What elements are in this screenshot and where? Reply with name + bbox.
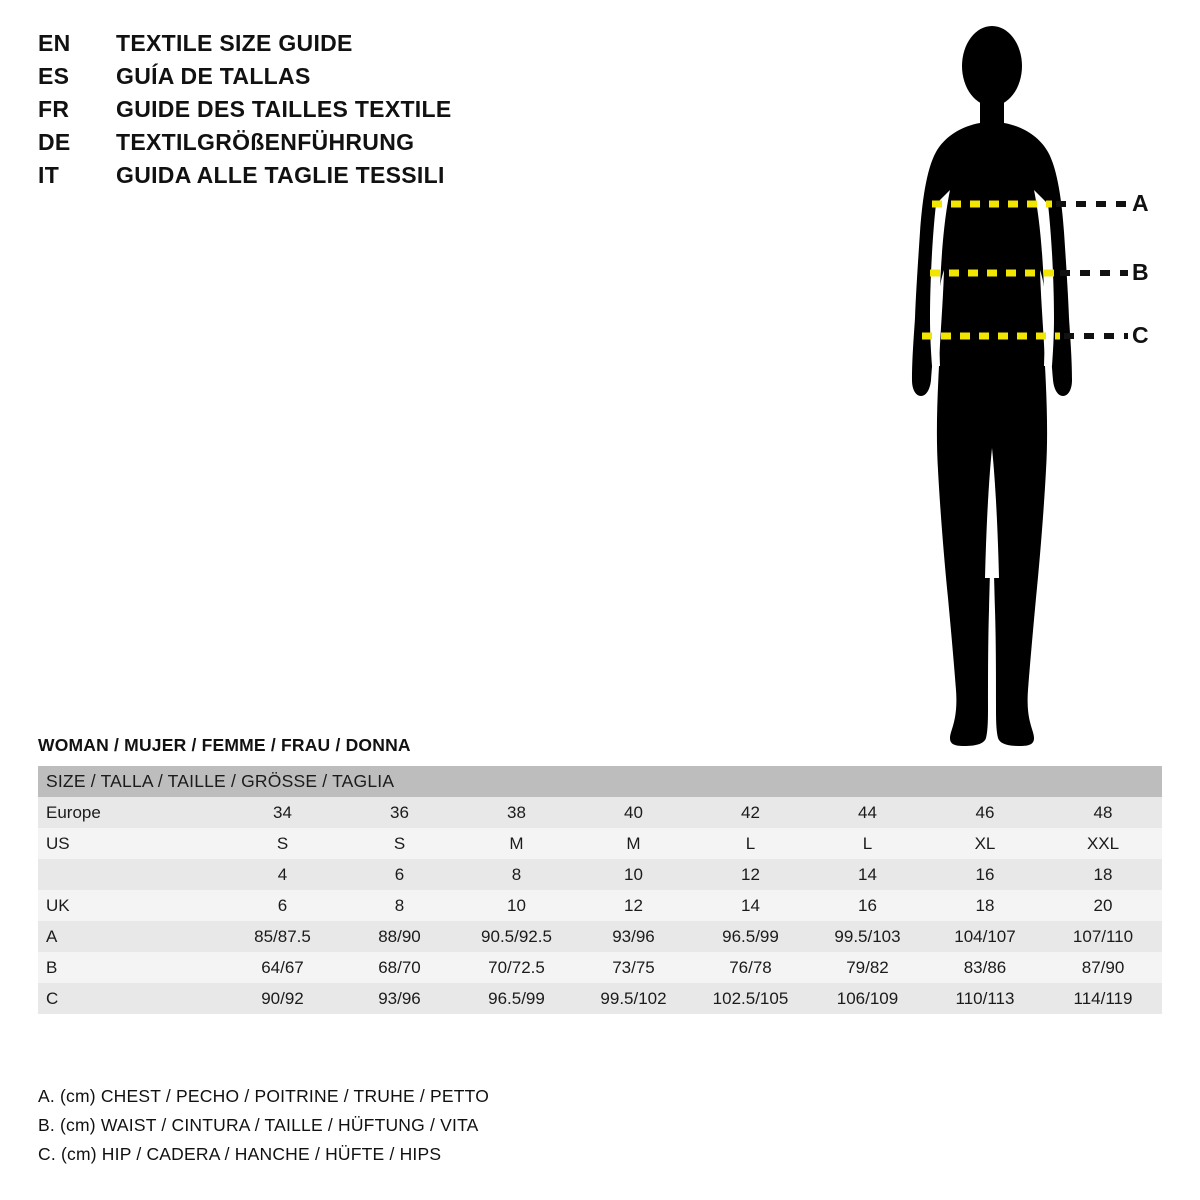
size-table-section	[38, 735, 1162, 1014]
row-label-europe: Europe	[46, 802, 101, 822]
cell: 8	[511, 864, 522, 884]
legend-line-b: B. (cm) WAIST / CINTURA / TAILLE / HÜFTUNG / VITA	[38, 1115, 479, 1135]
cell: S	[276, 833, 289, 853]
title-lang-en: EN	[38, 30, 71, 56]
title-text-es: GUÍA DE TALLAS	[116, 63, 311, 89]
cell: 12	[624, 895, 643, 915]
cell: 76/78	[729, 957, 772, 977]
marker-label-a: A	[1132, 190, 1149, 216]
title-row	[38, 129, 558, 162]
cell: 96.5/99	[488, 988, 545, 1008]
title-text-de: TEXTILGRÖßENFÜHRUNG	[116, 129, 415, 155]
cell: 93/96	[378, 988, 421, 1008]
title-lang-fr: FR	[38, 96, 70, 122]
title-lang-de: DE	[38, 129, 71, 155]
cell: XXL	[1086, 833, 1120, 853]
table-row	[38, 797, 1162, 828]
row-label-c: C	[46, 988, 59, 1008]
cell: S	[393, 833, 406, 853]
cell: 16	[858, 895, 877, 915]
table-row	[38, 921, 1162, 952]
cell: 99.5/102	[600, 988, 667, 1008]
cell: 70/72.5	[488, 957, 545, 977]
cell: 34	[273, 802, 292, 822]
cell: XL	[974, 833, 996, 853]
row-label-us-numeric	[38, 859, 224, 890]
cell: 20	[1093, 895, 1113, 915]
cell: 14	[858, 864, 877, 884]
cell: 96.5/99	[722, 926, 779, 946]
cell: 73/75	[612, 957, 655, 977]
cell: 16	[975, 864, 995, 884]
row-label-a: A	[46, 926, 58, 946]
cell: 14	[741, 895, 760, 915]
cell: 90.5/92.5	[481, 926, 552, 946]
title-text-en: TEXTILE SIZE GUIDE	[116, 30, 353, 56]
cell: 44	[858, 802, 877, 822]
legend-line-a: A. (cm) CHEST / PECHO / POITRINE / TRUHE / PETTO	[38, 1086, 490, 1106]
cell: 12	[741, 864, 760, 884]
gender-heading: WOMAN / MUJER / FEMME / FRAU / DONNA	[38, 735, 411, 755]
title-row	[38, 96, 558, 129]
measurement-figure	[860, 18, 1190, 748]
cell: 107/110	[1072, 926, 1134, 946]
cell: M	[509, 833, 524, 853]
cell: 93/96	[612, 926, 655, 946]
cell: 79/82	[846, 957, 889, 977]
woman-silhouette-icon	[860, 18, 1190, 748]
row-label-uk: UK	[46, 895, 70, 915]
cell: 87/90	[1081, 957, 1125, 977]
title-row	[38, 162, 558, 195]
cell: 64/67	[261, 957, 304, 977]
cell: 6	[277, 895, 288, 915]
title-row	[38, 63, 558, 96]
cell: 102.5/105	[712, 988, 789, 1008]
table-row	[38, 890, 1162, 921]
cell: 46	[975, 802, 995, 822]
marker-label-c: C	[1132, 322, 1149, 348]
cell: 88/90	[378, 926, 421, 946]
table-row	[38, 952, 1162, 983]
cell: 40	[624, 802, 643, 822]
table-row	[38, 859, 1162, 890]
title-block	[38, 30, 558, 195]
table-row	[38, 983, 1162, 1014]
cell: 18	[1093, 864, 1113, 884]
cell: 36	[390, 802, 409, 822]
cell: 106/109	[836, 988, 899, 1008]
cell: 42	[741, 802, 760, 822]
table-row	[38, 828, 1162, 859]
cell: 110/113	[955, 988, 1015, 1008]
title-lang-it: IT	[38, 162, 60, 188]
cell: 10	[624, 864, 643, 884]
cell: 85/87.5	[254, 926, 311, 946]
table-header-label: SIZE / TALLA / TAILLE / GRÖSSE / TAGLIA	[46, 771, 395, 791]
measurement-legend	[38, 1088, 738, 1175]
cell: M	[626, 833, 641, 853]
cell: 104/107	[954, 926, 1016, 946]
cell: 83/86	[963, 957, 1007, 977]
cell: 38	[507, 802, 526, 822]
marker-label-b: B	[1132, 259, 1149, 285]
cell: 8	[394, 895, 405, 915]
title-text-it: GUIDA ALLE TAGLIE TESSILI	[116, 162, 445, 188]
cell: 18	[975, 895, 995, 915]
cell: 90/92	[261, 988, 304, 1008]
title-row	[38, 30, 558, 63]
cell: 114/119	[1073, 988, 1133, 1008]
cell: 6	[394, 864, 405, 884]
cell: L	[745, 833, 756, 853]
cell: 48	[1093, 802, 1113, 822]
legend-line-c: C. (cm) HIP / CADERA / HANCHE / HÜFTE / HIPS	[38, 1144, 442, 1164]
cell: 99.5/103	[834, 926, 901, 946]
row-label-b: B	[46, 957, 58, 977]
cell: L	[862, 833, 873, 853]
cell: 4	[277, 864, 288, 884]
row-label-us: US	[46, 833, 70, 853]
title-lang-es: ES	[38, 63, 70, 89]
cell: 10	[507, 895, 526, 915]
cell: 68/70	[378, 957, 421, 977]
size-table	[38, 766, 1162, 1014]
table-header-row	[38, 766, 1162, 797]
title-text-fr: GUIDE DES TAILLES TEXTILE	[116, 96, 452, 122]
